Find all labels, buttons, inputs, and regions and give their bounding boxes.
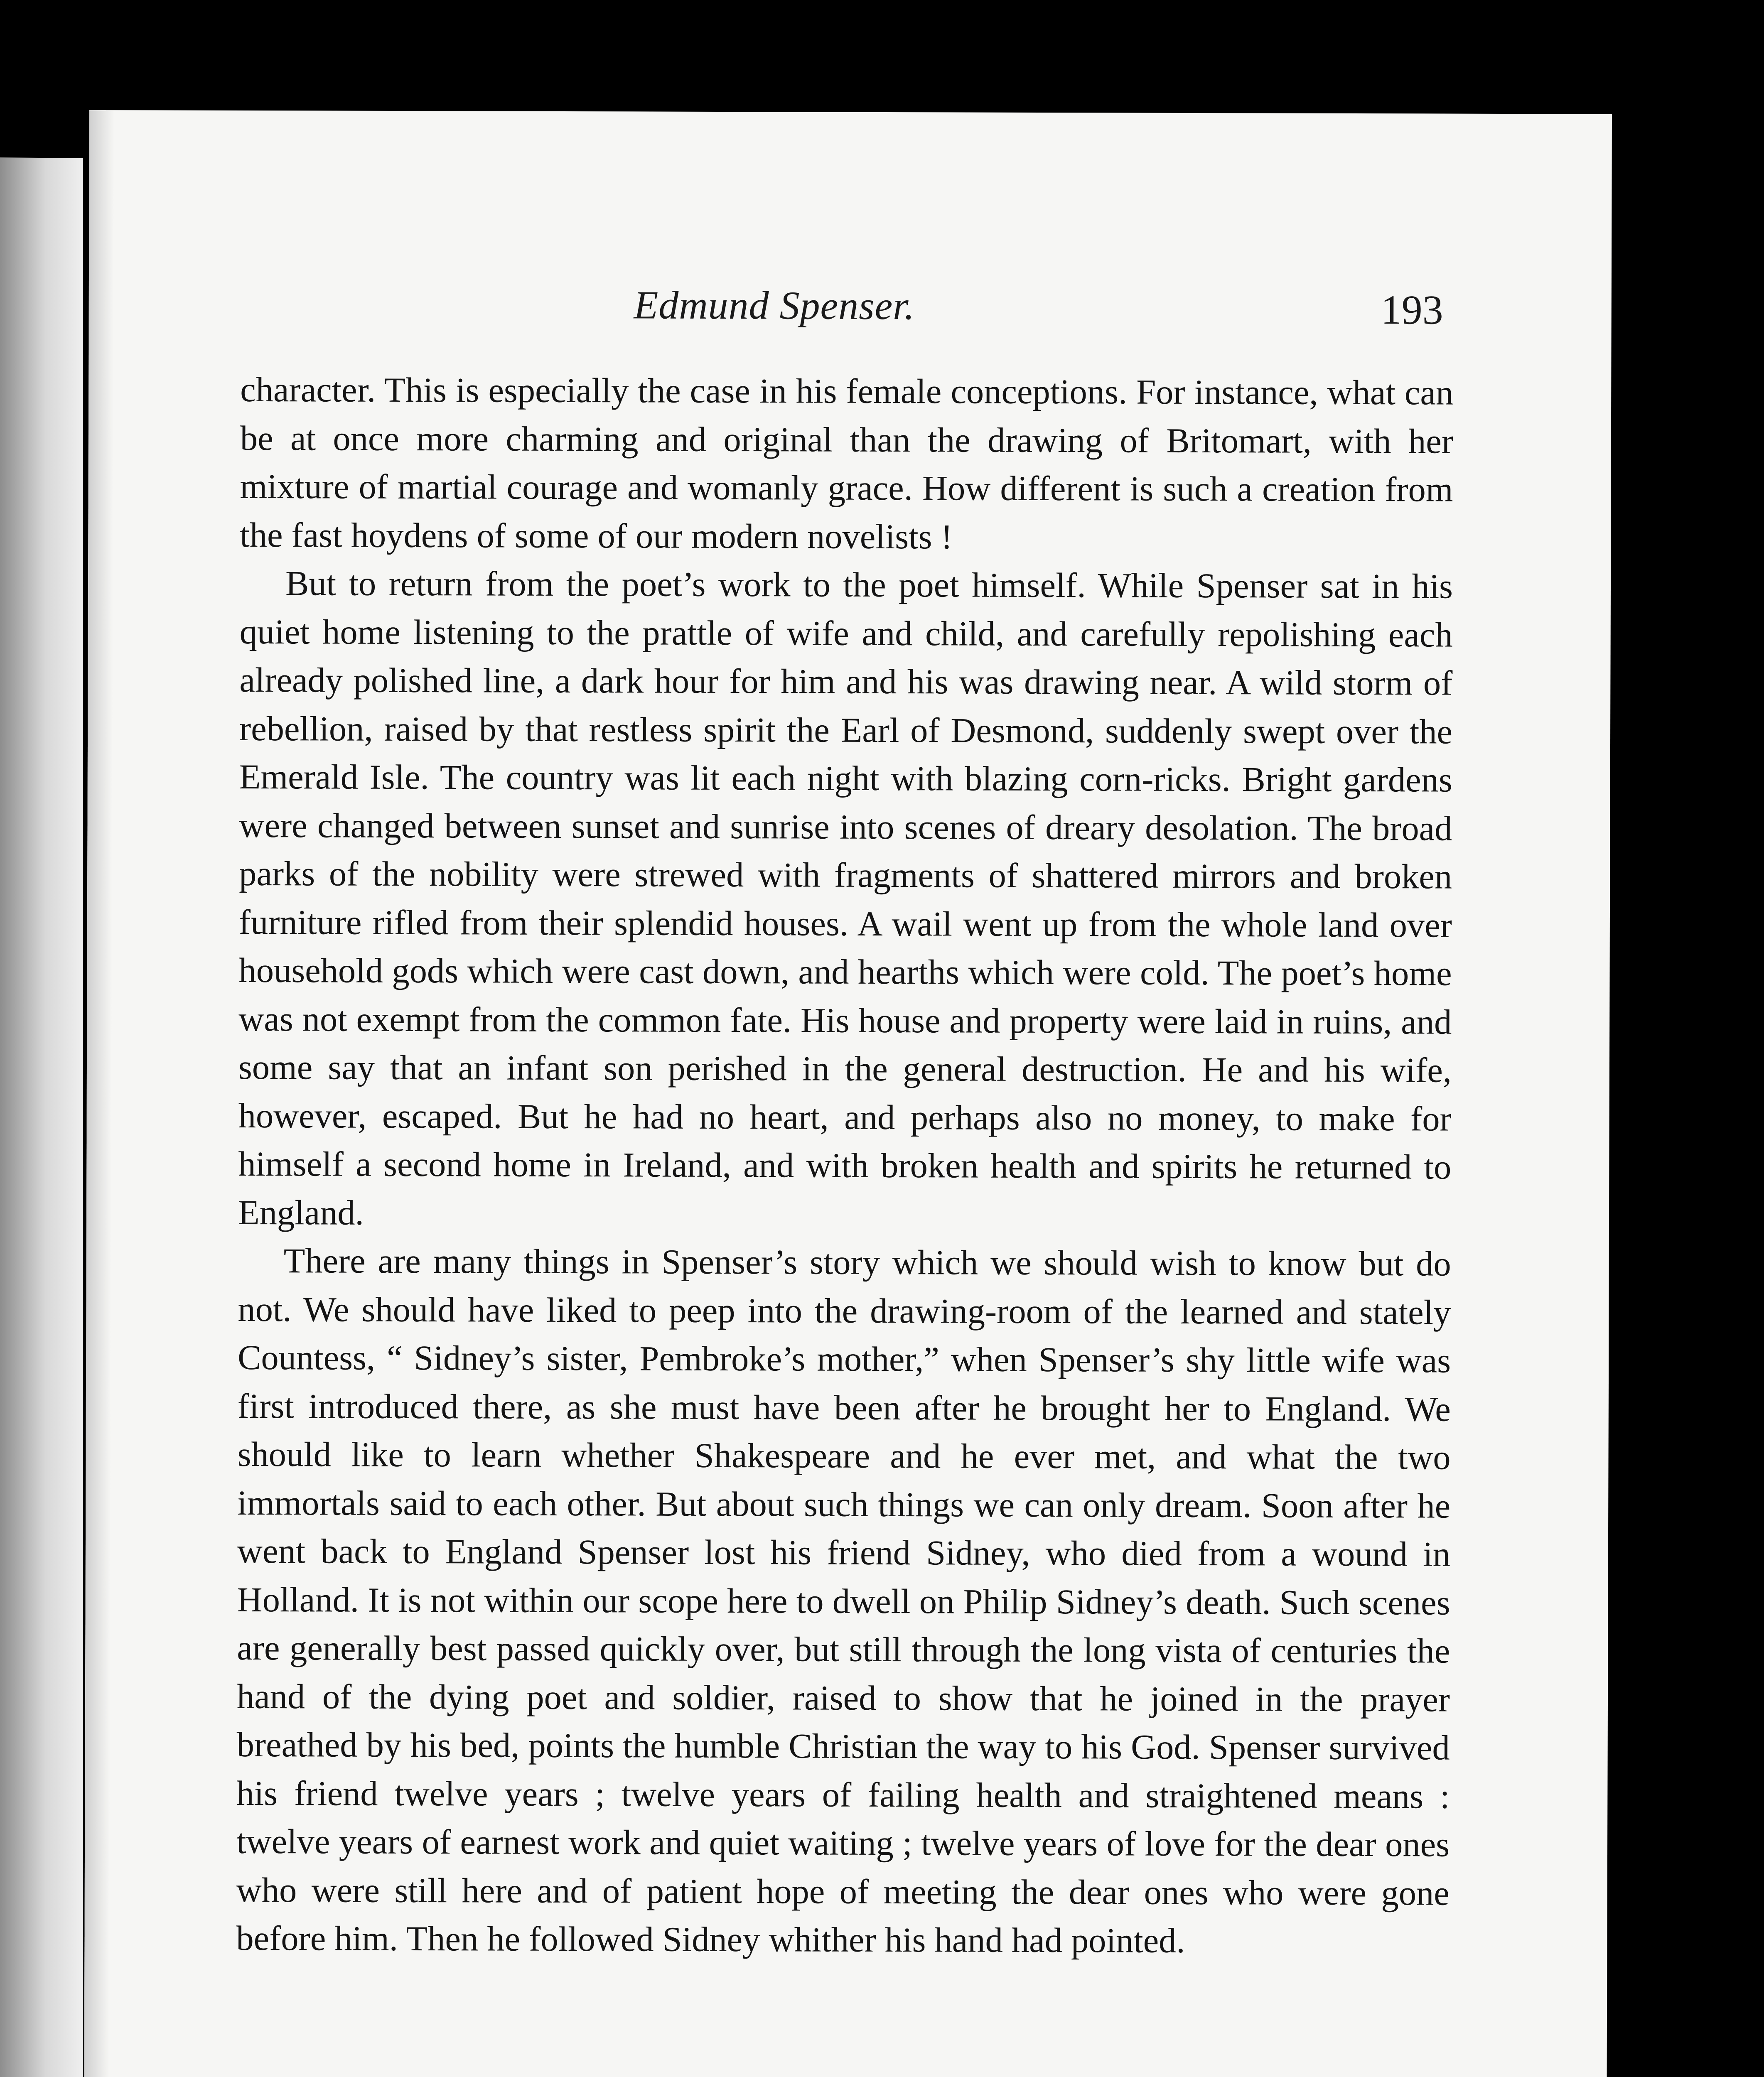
page-number: 193 — [1381, 287, 1443, 333]
book-page — [83, 110, 1612, 2077]
facing-page-edge — [0, 157, 83, 2077]
page-gutter-shadow — [83, 110, 114, 2077]
running-head: Edmund Spenser. — [634, 282, 915, 328]
body-text — [236, 366, 1453, 1966]
paragraph: But to return from the poet’s work to the poet himself. While Spenser sat in his quiet home listening to the prattle of wife and child, and carefully repolishing each already polished line, a dark hour for him and his was drawing near. A wild storm of rebellion, raised by that restless spirit the Earl of Desmond, suddenly swept over the Emerald Isle. The country was lit each night with blazing corn-ricks. Bright gardens were changed between sunset and sunrise into scenes of dreary desolation. The broad parks of the nobility were strewed with fragments of shattered mirrors and broken furniture rifled from their splendid houses. A wail went up from the whole land over household gods which were cast down, and hearths which were cold. The poet’s home was not exempt from the common fate. His house and property were laid in ruins, and some say that an infant son perished in the general destruction. He and his wife, however, escaped. But he had no heart, and perhaps also no money, to make for himself a second home in Ireland, and with broken health and spirits he returned to England. — [238, 564, 1453, 1232]
paragraph: There are many things in Spenser’s story which we should wish to know but do not. We should have liked to peep into the drawing-room of the learned and stately Countess, “ Sidney’s sister, Pembroke’s mother,” when Spenser’s shy little wife was first introduced there, as she must have been after he brought her to England. We should like to learn whether Shakespeare and he ever met, and what the two immortals said to each other. But about such things we can only dream. Soon after he went back to England Spenser lost his friend Sidney, who died from a wound in Holland. It is not within our scope here to dwell on Philip Sidney’s death. Such scenes are generally best passed quickly over, but still through the long vista of centuries the hand of the dying poet and soldier, raised to show that he joined in the prayer breathed by his bed, points the humble Christian the way to his God. Spenser survived his friend twelve years ; twelve years of failing health and straightened means : twelve years of earnest work and quiet waiting ; twelve years of love for the dear ones who were still here and of patient hope of meeting the dear ones who were gone before him. Then he followed Sidney whither his hand had pointed. — [236, 1242, 1451, 1960]
paragraph-continued: character. This is especially the case in his female conceptions. For instance, what can be at once more charming and original than the drawing of Britomart, with her mixture of martial courage and womanly grace. How different is such a creation from the fast hoydens of some of our modern novelists ! — [240, 370, 1454, 556]
